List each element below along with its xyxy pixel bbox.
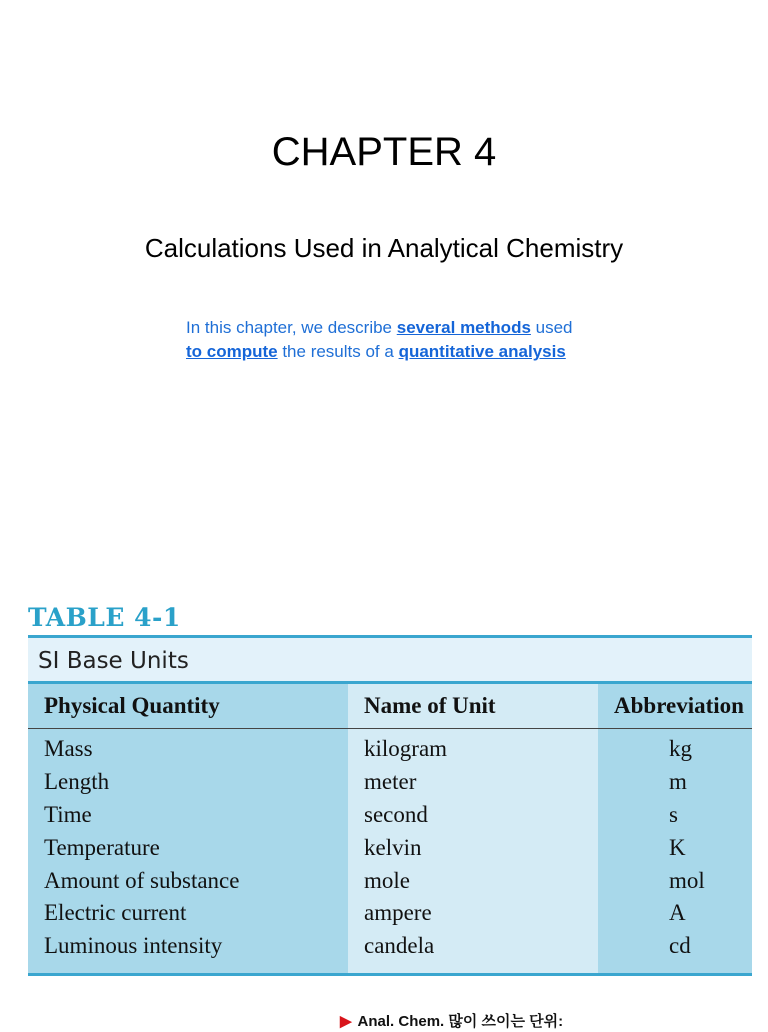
header-abbreviation: Abbreviation (598, 683, 752, 729)
intro-text-3: the results of a (277, 342, 399, 361)
cell-unit-name: kilogram (348, 729, 598, 766)
cell-unit-name: kelvin (348, 831, 598, 864)
cell-unit-name: meter (348, 766, 598, 799)
si-units-table (28, 681, 752, 976)
cell-abbreviation: kg (598, 729, 752, 766)
table-row (28, 930, 752, 974)
si-units-table-block (28, 603, 752, 976)
cell-quantity: Electric current (28, 897, 348, 930)
quantitative-analysis-link[interactable]: quantitative analysis (398, 342, 566, 361)
table-row (28, 766, 752, 799)
table-row (28, 729, 752, 766)
cell-quantity: Mass (28, 729, 348, 766)
chapter-title: CHAPTER 4 (271, 130, 497, 174)
cell-quantity: Amount of substance (28, 864, 348, 897)
cell-quantity: Time (28, 799, 348, 832)
cell-unit-name: mole (348, 864, 598, 897)
chapter-subtitle: Calculations Used in Analytical Chemistry (144, 233, 624, 263)
header-physical-quantity: Physical Quantity (28, 683, 348, 729)
footnote-text: Anal. Chem. 많이 쓰이는 단위: (357, 1013, 564, 1030)
intro-text-2: used (530, 318, 573, 337)
cell-quantity: Luminous intensity (28, 930, 348, 974)
cell-abbreviation: m (598, 766, 752, 799)
cell-abbreviation: cd (598, 930, 752, 974)
cell-unit-name: second (348, 799, 598, 832)
to-compute-link[interactable]: to compute (186, 342, 278, 361)
table-row (28, 799, 752, 832)
several-methods-link[interactable]: several methods (396, 318, 531, 337)
table-caption: SI Base Units (28, 635, 752, 681)
table-row (28, 897, 752, 930)
cell-quantity: Length (28, 766, 348, 799)
cell-abbreviation: K (598, 831, 752, 864)
cell-unit-name: candela (348, 930, 598, 974)
footnote (340, 1012, 563, 1032)
triangle-arrow-icon: ▶ (340, 1013, 352, 1030)
table-header-row (28, 683, 752, 729)
intro-paragraph (186, 316, 656, 364)
cell-abbreviation: mol (598, 864, 752, 897)
cell-quantity: Temperature (28, 831, 348, 864)
table-label: TABLE 4-1 (28, 603, 181, 632)
table-row (28, 831, 752, 864)
cell-abbreviation: s (598, 799, 752, 832)
cell-unit-name: ampere (348, 897, 598, 930)
header-name-of-unit: Name of Unit (348, 683, 598, 729)
cell-abbreviation: A (598, 897, 752, 930)
intro-text-1: In this chapter, we describe (186, 318, 397, 337)
table-row (28, 864, 752, 897)
